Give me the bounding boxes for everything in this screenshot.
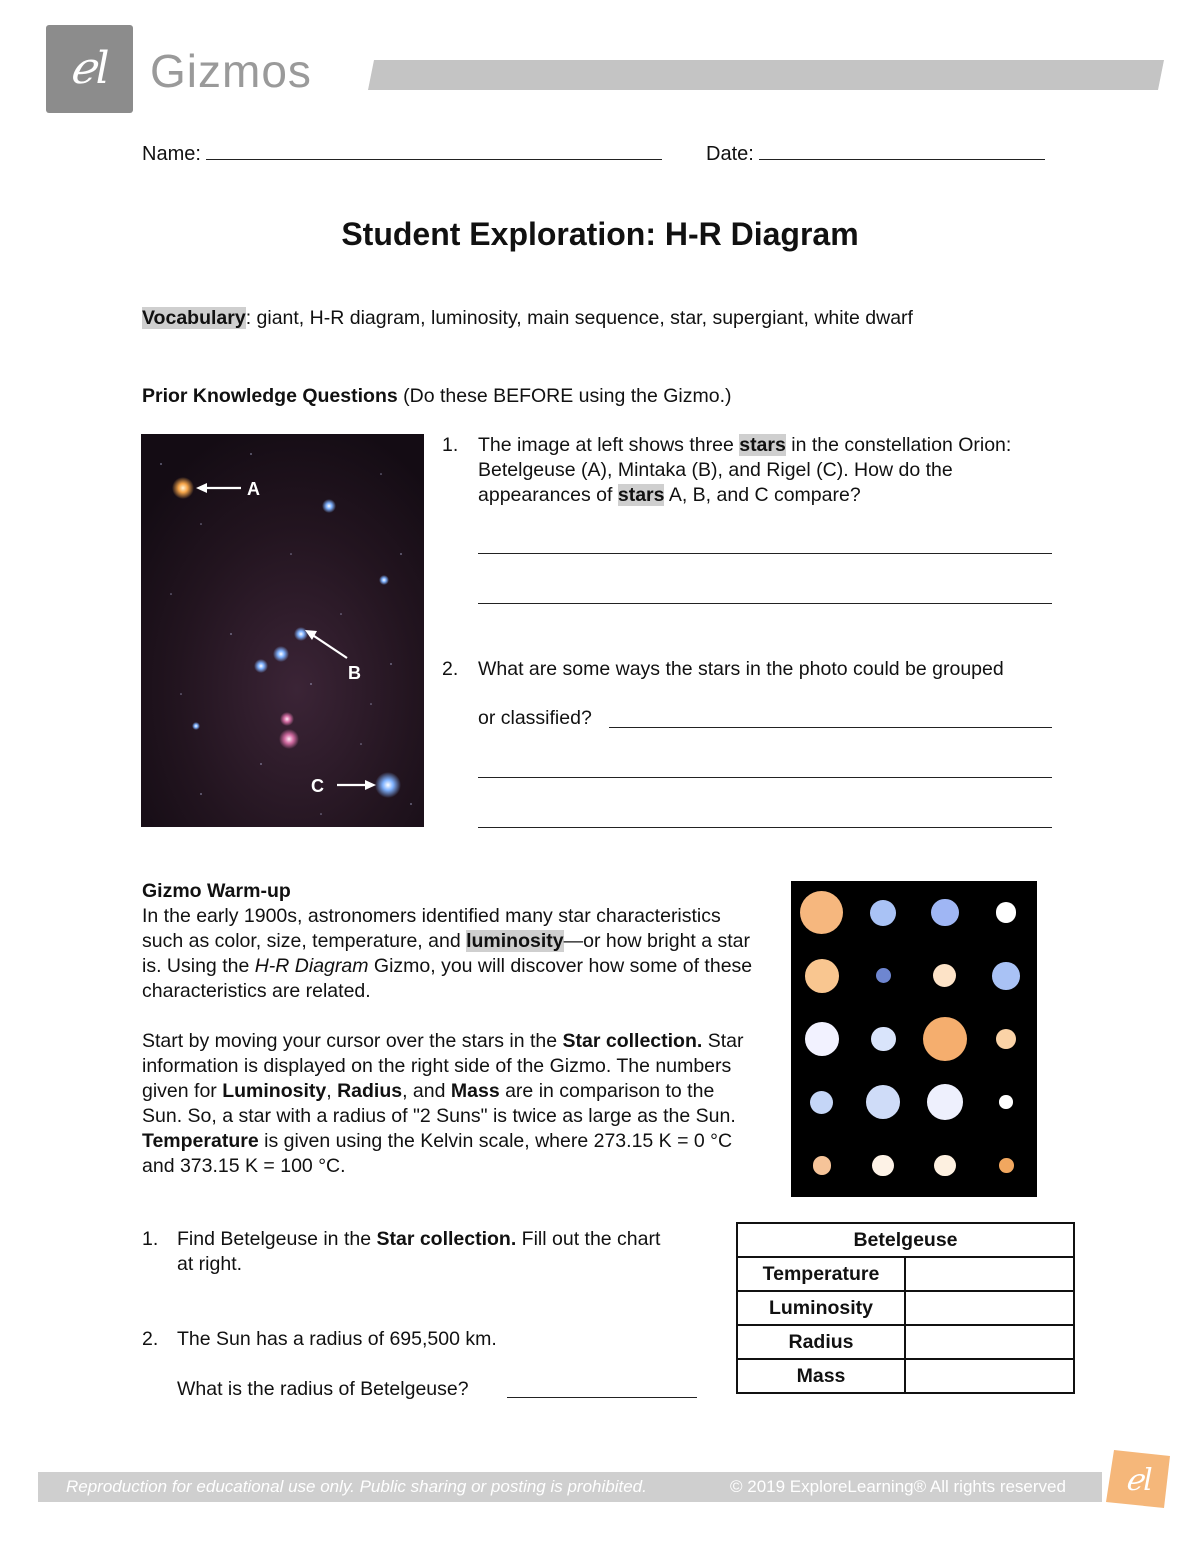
pk-q1-hl2: stars (617, 484, 665, 506)
name-field (142, 143, 662, 166)
name-label: Name: (142, 143, 201, 165)
footer-reproduction-notice: Reproduction for educational use only. Public sharing or posting is prohibited. (66, 1477, 647, 1496)
header-bar (368, 60, 1164, 90)
table-row-mass-label: Mass (737, 1359, 905, 1393)
warmup-p1-a: In the early 1900s, astronomers identified many star characteristics such as color, size, temperature, and (142, 905, 721, 952)
star-dot (999, 1158, 1014, 1173)
footer-copyright: © 2019 ExploreLearning® All rights reserved (730, 1477, 1066, 1496)
star-dot (992, 962, 1020, 990)
star-dot (871, 1027, 896, 1052)
wu-q1-b: Star collection. (376, 1228, 517, 1250)
wu-q2-line1: The Sun has a radius of 695,500 km. (177, 1328, 497, 1350)
table-row-mass-value[interactable] (905, 1359, 1074, 1393)
pk-q1-part2: in the constellation Orion: Betelgeuse (A), Mintaka (B), and Rigel (C). How do the appearances of (478, 434, 1012, 506)
warmup-p2-c: Star information is displayed on the right side of the Gizmo. The numbers given for (142, 1030, 744, 1102)
warmup-p1-highlight: luminosity (466, 930, 564, 952)
table-row-luminosity-label: Luminosity (737, 1291, 905, 1325)
table-row-luminosity-value[interactable] (905, 1291, 1074, 1325)
star-dot (866, 1085, 900, 1119)
warmup-p1-c: Gizmo, you will discover how some of these characteristics are related. (142, 955, 753, 1002)
star-dot (999, 1095, 1013, 1109)
warmup-paragraph-2 (142, 1029, 757, 1179)
pk-q1-number: 1. (442, 434, 459, 456)
warmup-p2-d: , (326, 1080, 338, 1102)
star-dot (810, 1091, 833, 1114)
warmup-paragraph-1 (142, 904, 757, 1004)
warmup-p2-b5: Temperature (142, 1130, 259, 1152)
pk-q1-part1: The image at left shows three (478, 434, 740, 456)
pk-q2-line1: What are some ways the stars in the photo could be grouped (478, 658, 1004, 680)
wu-q2-number: 2. (142, 1328, 159, 1350)
star-dot (800, 891, 843, 934)
wu-q2-line2: What is the radius of Betelgeuse? (177, 1378, 469, 1400)
vocabulary-label: Vocabulary (142, 307, 246, 329)
prior-knowledge-note: (Do these BEFORE using the Gizmo.) (397, 385, 732, 407)
table-row-radius-label: Radius (737, 1325, 905, 1359)
warmup-p2-b4: Mass (450, 1080, 500, 1102)
footer-logo-glyph: ℯl (1125, 1463, 1153, 1498)
wu-q1-c: Fill out the chart at right. (177, 1228, 661, 1275)
gizmos-logo-mark (46, 25, 133, 113)
warmup-section (142, 879, 757, 1179)
pk-q1-part3: A, B, and C compare? (664, 484, 861, 506)
star-dot (996, 1029, 1016, 1049)
warmup-p2-b2: Luminosity (222, 1080, 327, 1102)
wu-q1-a: Find Betelgeuse in the (177, 1228, 377, 1250)
pk-q2-line2: or classified? (478, 707, 592, 729)
gizmos-brand: Gizmos (150, 45, 312, 97)
warmup-heading: Gizmo Warm-up (142, 880, 291, 902)
warmup-p2-f: are in comparison to the Sun. So, a star with a radius of "2 Suns" is twice as large as the Sun. (142, 1080, 736, 1127)
star-dot (927, 1084, 963, 1120)
warmup-p2-g: is given using the Kelvin scale, where 273.15 K = 0 °C and 373.15 K = 100 °C. (142, 1130, 733, 1177)
table-row-radius-value[interactable] (905, 1325, 1074, 1359)
star-collection-image (791, 881, 1037, 1197)
explorelearning-logo-icon (1104, 1446, 1174, 1512)
warmup-p2-b1: Star collection. (562, 1030, 703, 1052)
pk-q2-number: 2. (442, 658, 459, 680)
table-row-temperature-label: Temperature (737, 1257, 905, 1291)
star-dot (933, 964, 956, 987)
star-dot (996, 902, 1016, 922)
wu-q1-text (177, 1227, 677, 1277)
star-dot (872, 1155, 894, 1177)
pk-q2-answer-line-1[interactable] (609, 727, 1052, 728)
star-dot (870, 900, 896, 926)
star-dot (931, 899, 959, 927)
pk-q1-hl1: stars (739, 434, 786, 456)
vocabulary-line (142, 306, 1102, 331)
orion-photo (141, 434, 424, 827)
warmup-p2-a: Start by moving your cursor over the stars in the (142, 1030, 563, 1052)
star-dot (805, 959, 839, 993)
star-dot (805, 1022, 839, 1056)
vocabulary-terms: : giant, H-R diagram, luminosity, main sequence, star, supergiant, white dwarf (245, 307, 913, 329)
warmup-p2-e: , and (402, 1080, 451, 1102)
betelgeuse-table-title: Betelgeuse (737, 1223, 1074, 1257)
date-blank[interactable] (759, 159, 1045, 160)
warmup-p1-em: H-R Diagram (254, 955, 369, 977)
name-blank[interactable] (206, 159, 662, 160)
date-label: Date: (706, 143, 754, 165)
prior-knowledge-title: Prior Knowledge Questions (142, 385, 398, 407)
pk-q1-text (478, 433, 1048, 508)
star-dot (934, 1155, 956, 1177)
pk-q2-answer-line-2[interactable] (478, 777, 1052, 778)
table-row-temperature-value[interactable] (905, 1257, 1074, 1291)
prior-knowledge-heading (142, 384, 1042, 409)
photo-label-a: A (247, 479, 260, 499)
wu-q1-number: 1. (142, 1228, 159, 1250)
star-dot (876, 968, 891, 983)
warmup-p1-b: —or how bright a star is. Using the (142, 930, 751, 977)
logo-glyph: ℯl (69, 43, 110, 94)
betelgeuse-table (736, 1222, 1075, 1394)
photo-label-c: C (311, 776, 324, 796)
star-dot (813, 1156, 831, 1174)
wu-q2-answer-line[interactable] (507, 1397, 697, 1398)
pk-q2-answer-line-3[interactable] (478, 827, 1052, 828)
pk-q1-answer-line-2[interactable] (478, 603, 1052, 604)
star-dot (923, 1017, 967, 1061)
date-field (706, 143, 1045, 166)
warmup-p2-b3: Radius (337, 1080, 403, 1102)
page-title: Student Exploration: H-R Diagram (341, 216, 859, 252)
pk-q1-answer-line-1[interactable] (478, 553, 1052, 554)
photo-label-b: B (348, 663, 361, 683)
